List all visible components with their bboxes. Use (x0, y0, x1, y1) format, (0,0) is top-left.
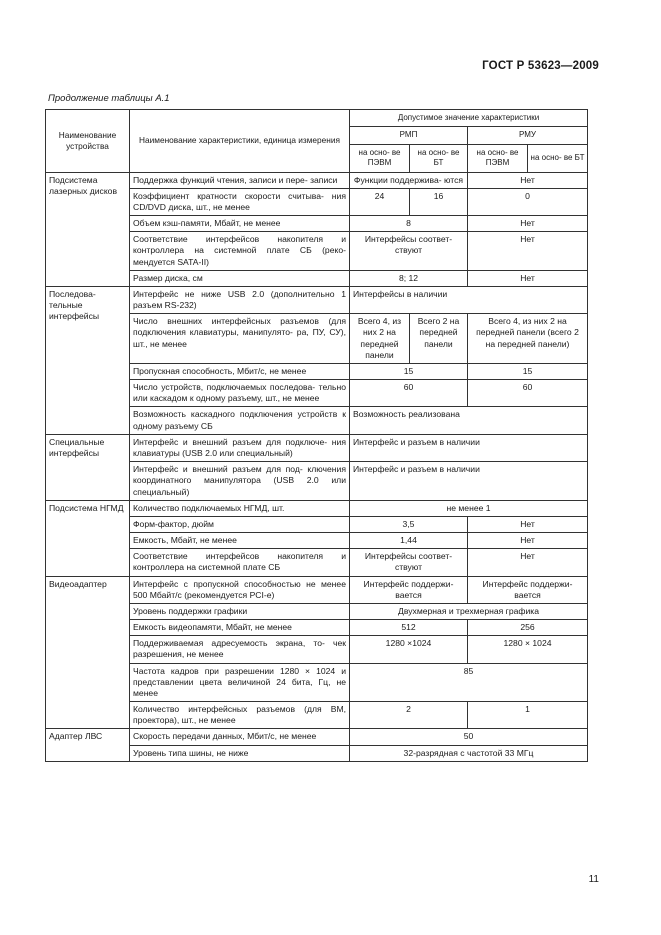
table-row (46, 576, 588, 603)
head-allowed-value: Допустимое значение характеристики (350, 110, 588, 127)
value-cell-rmu: Нет (468, 232, 588, 271)
characteristic-cell: Размер диска, см (130, 270, 350, 286)
head-rmu-pc: на осно- ве ПЭВМ (468, 144, 528, 172)
value-cell-rmu: 256 (468, 620, 588, 636)
standard-code: ГОСТ Р 53623—2009 (482, 60, 599, 72)
value-cell-rmp: 15 (350, 363, 468, 379)
device-name: Адаптер ЛВС (46, 729, 130, 761)
characteristic-cell: Скорость передачи данных, Мбит/с, не менее (130, 729, 350, 745)
characteristic-cell: Уровень поддержки графики (130, 603, 350, 619)
head-rmp: РМП (350, 127, 468, 144)
value-cell-all: 32-разрядная с частотой 33 МГц (350, 745, 588, 761)
characteristic-cell: Интерфейс с пропускной способностью не менее 500 Мбайт/с (рекомендуется PCI-e) (130, 576, 350, 603)
value-cell-rmu: Нет (468, 549, 588, 576)
value-cell-rmp-pc: 24 (350, 188, 410, 215)
value-cell-all: Интерфейс и разъем в наличии (350, 462, 588, 501)
value-cell-rmp: 2 (350, 702, 468, 729)
table-row (46, 172, 588, 188)
value-cell-rmu: Нет (468, 270, 588, 286)
characteristic-cell: Объем кэш-памяти, Мбайт, не менее (130, 216, 350, 232)
value-cell-rmu: Нет (468, 216, 588, 232)
value-cell-rmu: 60 (468, 380, 588, 407)
value-cell-rmp: Интерфейсы соответ- ствуют (350, 232, 468, 271)
page-number: 11 (588, 874, 599, 885)
characteristic-cell: Емкость видеопамяти, Мбайт, не менее (130, 620, 350, 636)
table-caption: Продолжение таблицы А.1 (48, 93, 170, 104)
value-cell-rmp-bt: 16 (410, 188, 468, 215)
characteristic-cell: Частота кадров при разрешении 1280 × 1024 и представлении цвета величиной 24 бита, Гц, не менее (130, 663, 350, 702)
characteristic-cell: Коэффициент кратности скорости считыва- ния CD/DVD диска, шт., не менее (130, 188, 350, 215)
value-cell-rmp-bt: Всего 2 на передней панели (410, 314, 468, 364)
value-cell-rmu: Всего 4, из них 2 на передней панели (всего 2 на передней панели) (468, 314, 588, 364)
head-rmu: РМУ (468, 127, 588, 144)
characteristic-cell: Форм-фактор, дюйм (130, 516, 350, 532)
value-cell-all: 50 (350, 729, 588, 745)
value-cell-all: Интерфейсы в наличии (350, 286, 588, 313)
value-cell-rmp: 8; 12 (350, 270, 468, 286)
value-cell-rmp: 8 (350, 216, 468, 232)
head-rmp-pc: на осно- ве ПЭВМ (350, 144, 410, 172)
value-cell-rmp: 60 (350, 380, 468, 407)
head-characteristic: Наименование характеристики, единица измерения (130, 110, 350, 173)
characteristic-cell: Количество интерфейсных разъемов (для ВМ, проектора), шт., не менее (130, 702, 350, 729)
table-row (46, 500, 588, 516)
value-cell-rmu: 0 (468, 188, 588, 215)
characteristic-cell: Пропускная способность, Мбит/с, не менее (130, 363, 350, 379)
value-cell-rmp: Интерфейсы соответ- ствуют (350, 549, 468, 576)
characteristic-cell: Интерфейс и внешний разъем для под- ключения координатного манипулятора (USB 2.0 или специальный) (130, 462, 350, 501)
head-rmu-bt: на осно- ве БТ (528, 144, 588, 172)
head-rmp-bt: на осно- ве БТ (410, 144, 468, 172)
value-cell-all: не менее 1 (350, 500, 588, 516)
characteristic-cell: Число внешних интерфейсных разъемов (для подключения клавиатуры, манипулято- ра, ПУ, СУ), шт., не менее (130, 314, 350, 364)
value-cell-rmu: Нет (468, 172, 588, 188)
value-cell-rmp: 1280 ×1024 (350, 636, 468, 663)
value-cell-rmu: Нет (468, 533, 588, 549)
value-cell-rmp: Функции поддержива- ются (350, 172, 468, 188)
characteristic-cell: Емкость, Мбайт, не менее (130, 533, 350, 549)
table-row (46, 729, 588, 745)
characteristic-cell: Интерфейс и внешний разъем для подключе- ния клавиатуры (USB 2.0 или специальный) (130, 434, 350, 461)
device-name: Специальные интерфейсы (46, 434, 130, 500)
characteristic-cell: Соответствие интерфейсов накопителя и контроллера на системной плате СБ (130, 549, 350, 576)
value-cell-rmp: 512 (350, 620, 468, 636)
value-cell-rmp: Интерфейс поддержи- вается (350, 576, 468, 603)
spec-table (45, 109, 588, 762)
characteristic-cell: Соответствие интерфейсов накопителя и контроллера на системной плате СБ (реко- мендуется SATA-II) (130, 232, 350, 271)
value-cell-all: Двухмерная и трехмерная графика (350, 603, 588, 619)
characteristic-cell: Поддержка функций чтения, записи и пере- записи (130, 172, 350, 188)
value-cell-rmp: 1,44 (350, 533, 468, 549)
characteristic-cell: Поддерживаемая адресуемость экрана, то- чек разрешения, не менее (130, 636, 350, 663)
table-row (46, 286, 588, 313)
characteristic-cell: Количество подключаемых НГМД, шт. (130, 500, 350, 516)
device-name: Подсистема лазерных дисков (46, 172, 130, 286)
characteristic-cell: Возможность каскадного подключения устройств к одному разъему СБ (130, 407, 350, 434)
value-cell-rmu: 1280 × 1024 (468, 636, 588, 663)
device-name: Последова- тельные интерфейсы (46, 286, 130, 434)
device-name: Видеоадаптер (46, 576, 130, 729)
value-cell-all: 85 (350, 663, 588, 702)
value-cell-all: Возможность реализована (350, 407, 588, 434)
value-cell-rmu: 15 (468, 363, 588, 379)
value-cell-rmp: 3,5 (350, 516, 468, 532)
head-device: Наименование устройства (46, 110, 130, 173)
value-cell-rmu: 1 (468, 702, 588, 729)
value-cell-all: Интерфейс и разъем в наличии (350, 434, 588, 461)
characteristic-cell: Интерфейс не ниже USB 2.0 (дополнительно 1 разъем RS-232) (130, 286, 350, 313)
characteristic-cell: Число устройств, подключаемых последова- тельно или каскадом к одному разъему, шт., не менее (130, 380, 350, 407)
characteristic-cell: Уровень типа шины, не ниже (130, 745, 350, 761)
value-cell-rmu: Интерфейс поддержи- вается (468, 576, 588, 603)
device-name: Подсистема НГМД (46, 500, 130, 576)
value-cell-rmp-pc: Всего 4, из них 2 на передней панели (350, 314, 410, 364)
table-row (46, 434, 588, 461)
value-cell-rmu: Нет (468, 516, 588, 532)
